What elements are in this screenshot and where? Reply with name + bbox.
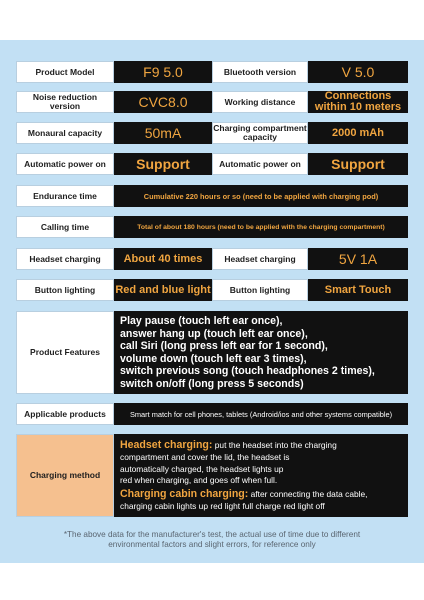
value-smart-touch: Smart Touch [308,279,408,301]
cabin-charging-title: Charging cabin charging: [120,487,249,500]
value-bluetooth-version: V 5.0 [308,61,408,83]
feature-line: call Siri (long press left ear for 1 second), [120,340,328,352]
disclaimer-line: environmental factors and slight errors, for reference only [108,540,316,550]
label-automatic-power-on-2: Automatic power on [212,153,308,175]
value-headset-charging-times: About 40 times [114,248,212,270]
disclaimer-line: *The above data for the manufacturer's test, the actual use of time due to different [63,530,361,539]
label-bluetooth-version: Bluetooth version [212,61,308,83]
charging-text: after connecting the data cable, [248,488,368,499]
value-product-model: F9 5.0 [114,61,212,83]
label-product-features: Product Features [16,311,114,394]
label-charging-method: Charging method [16,434,114,517]
value-headset-charging-input: 5V 1A [308,248,408,270]
label-automatic-power-on: Automatic power on [16,153,114,175]
feature-line: Play pause (touch left ear once), [120,315,283,327]
label-calling-time: Calling time [16,216,114,238]
value-charging-compartment-capacity: 2000 mAh [308,122,408,144]
label-product-model: Product Model [16,61,114,83]
charging-text: automatically charged, the headset lights up [120,463,284,474]
label-monaural-capacity: Monaural capacity [16,122,114,144]
value-button-lighting: Red and blue light [114,279,212,301]
value-endurance-time: Cumulative 220 hours or so (need to be applied with charging pod) [114,185,408,207]
value-noise-reduction: CVC8.0 [114,91,212,113]
label-headset-charging: Headset charging [16,248,114,270]
value-applicable-products: Smart match for cell phones, tablets (Android/ios and other systems compatible) [114,403,408,425]
value-charging-method [114,434,408,517]
feature-line: switch on/off (long press 5 seconds) [120,377,304,390]
value-monaural-capacity: 50mA [114,122,212,144]
label-headset-charging-2: Headset charging [212,248,308,270]
feature-line: switch previous song (touch headphones 2 times), [120,365,375,377]
label-applicable-products: Applicable products [16,403,114,425]
value-automatic-power-on-2: Support [308,153,408,175]
value-automatic-power-on: Support [114,153,212,175]
charging-cabin-line [120,487,402,501]
disclaimer-note [20,530,404,551]
label-noise-reduction: Noise reduction version [16,91,114,113]
value-calling-time: Total of about 180 hours (need to be applied with the charging compartment) [114,216,408,238]
value-product-features [114,311,408,394]
label-charging-compartment-capacity: Charging compartment capacity [213,123,307,142]
charging-headset-line [120,438,402,452]
charging-text: charging cabin lights up red light full charge red light off [120,501,325,512]
headset-charging-title: Headset charging: [120,439,213,451]
label-button-lighting: Button lighting [16,279,114,301]
feature-line: answer hang up (touch left ear once), [120,327,308,340]
charging-text: put the headset into the charging [212,440,337,450]
label-working-distance: Working distance [212,91,308,113]
charging-text: red when charging, and goes off when full. [120,475,278,486]
label-endurance-time: Endurance time [16,185,114,207]
charging-text: compartment and cover the lid, the headset is [120,452,290,463]
label-button-lighting-2: Button lighting [212,279,308,301]
value-working-distance: Connections within 10 meters [308,91,408,113]
feature-line: volume down (touch left ear 3 times), [120,352,307,365]
